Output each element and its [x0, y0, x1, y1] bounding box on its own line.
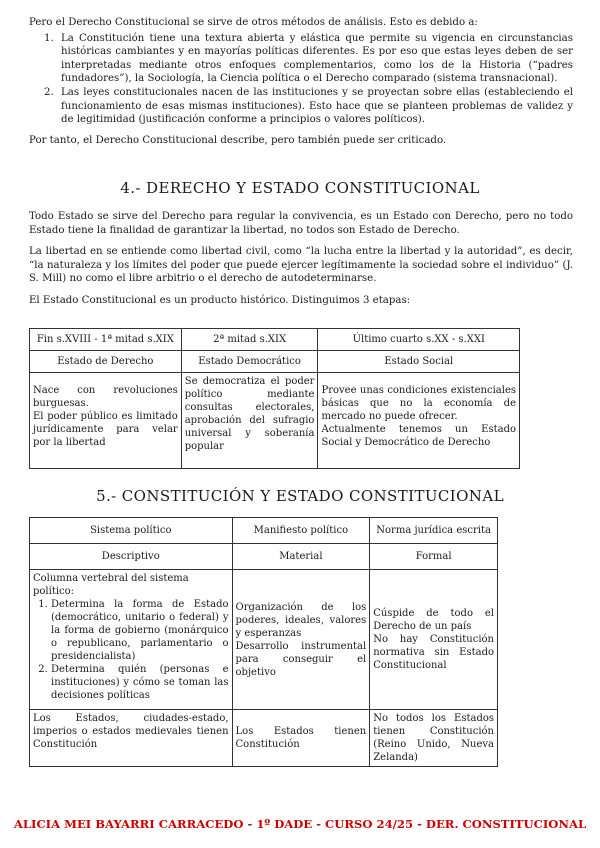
concept-desc-1 [30, 570, 233, 710]
concept-desc-1-item-2: 2. Determina quién (personas e instituciones) y cómo se toman las decisiones políticas [51, 663, 229, 702]
concept-example-1: Los Estados, ciudades-estado, imperios o estados medievales tienen Constitución [30, 710, 233, 767]
intro-item-1: 1. La Constitución tiene una textura abierta y elástica que permite su vigencia en circunstancias históricas cambiantes y en mayorías políticas diferentes. Es por eso que estas leyes deben de ser interpretadas mediante otros enfoques complementarios, como los de la Historia (“padres fundadores”), la Sociología, la Ciencia política o el Derecho comparado (sistema transnacional). [57, 32, 573, 86]
section-4-title: 4.- DERECHO Y ESTADO CONSTITUCIONAL [120, 179, 480, 197]
intro-section [29, 16, 573, 147]
section-5-title: 5.- CONSTITUCIÓN Y ESTADO CONSTITUCIONAL [96, 487, 504, 505]
concept-type-1: Descriptivo [30, 544, 233, 570]
concept-type-3: Formal [370, 544, 498, 570]
stage-name-3: Estado Social [318, 351, 520, 373]
concept-desc-2 [232, 570, 370, 710]
concept-desc-3 [370, 570, 498, 710]
concept-desc-1-item-1: 1. Determina la forma de Estado (democrático, unitario o federal) y la forma de gobierno (monárquico o republicano, parlamentario o presidencialista) [51, 598, 229, 663]
stage-desc-1b: El poder público es limitado jurídicamente para velar por la libertad [33, 411, 178, 448]
concept-header-2: Manifiesto político [232, 518, 370, 544]
concept-desc-3b: No hay Constitución normativa sin Estado Constitucional [373, 634, 494, 671]
concept-header-1: Sistema político [30, 518, 233, 544]
concept-header-3: Norma jurídica escrita [370, 518, 498, 544]
concept-example-3: No todos los Estados tienen Constitución (Reino Unido, Nueva Zelanda) [370, 710, 498, 767]
concept-desc-3a: Cúspide de todo el Derecho de un país [373, 608, 494, 632]
stage-desc-1 [30, 373, 182, 469]
intro-closing: Por tanto, el Derecho Constitucional describe, pero también puede ser criticado. [29, 134, 447, 146]
stage-period-2: 2ª mitad s.XIX [181, 329, 318, 351]
page-footer: ALICIA MEI BAYARRI CARRACEDO - 1º DADE - CURSO 24/25 - DER. CONSTITUCIONAL [13, 817, 587, 831]
stage-desc-3 [318, 373, 520, 469]
intro-item-2: 2. Las leyes constitucionales nacen de las instituciones y se proyectan sobre ellas (estableciendo el funcionamiento de esas mismas instituciones). Esto hace que se planteen problemas de validez y de legitimidad (justificación conforme a principios o valores políticos). [57, 86, 573, 127]
intro-list [29, 32, 573, 127]
section-4-p1: Todo Estado se sirve del Derecho para regular la convivencia, es un Estado con Derecho, pero no todo Estado tiene la finalidad de garantizar la libertad, no todos son Estado de Derecho. [29, 211, 573, 236]
stages-table [29, 328, 520, 469]
stage-desc-3b: Actualmente tenemos un Estado Social y Democrático de Derecho [321, 424, 516, 448]
section-4-p3: El Estado Constitucional es un producto histórico. Distinguimos 3 etapas: [29, 294, 411, 306]
intro-lead: Pero el Derecho Constitucional se sirve de otros métodos de análisis. Esto es debido a: [29, 17, 478, 28]
stage-desc-1a: Nace con revoluciones burguesas. [33, 385, 178, 409]
section-4-p2: La libertad en se entiende como libertad civil, como “la lucha entre la libertad y la autoridad”, es decir, “la naturaleza y los límites del poder que puede ejercer legítimamente la sociedad sobre el individuo” (J. S. Mill) no como el libre arbitrio o el derecho de autodeterminarse. [29, 246, 573, 285]
constitution-table [29, 517, 498, 767]
concept-desc-2a: Organización de los poderes, ideales, valores y esperanzas [235, 601, 367, 639]
stage-desc-3a: Provee unas condiciones existenciales básicas que no la economía de mercado no puede ofrecer. [321, 385, 516, 422]
stage-name-1: Estado de Derecho [30, 351, 182, 373]
stage-period-3: Último cuarto s.XX - s.XXI [318, 329, 520, 351]
concept-desc-1-lead: Columna vertebral del sistema político: [33, 573, 189, 597]
section-4-text [29, 210, 573, 308]
stage-name-2: Estado Democrático [181, 351, 318, 373]
concept-type-2: Material [232, 544, 370, 570]
concept-desc-2b: Desarrollo instrumental para conseguir el objetivo [235, 640, 367, 678]
concept-desc-1-list [33, 598, 229, 702]
stage-desc-2: Se democratiza el poder político mediante consultas electorales, aprobación del sufragio universal y soberanía popular [181, 373, 318, 469]
concept-example-2: Los Estados tienen Constitución [232, 710, 370, 767]
stage-period-1: Fin s.XVIII - 1ª mitad s.XIX [30, 329, 182, 351]
